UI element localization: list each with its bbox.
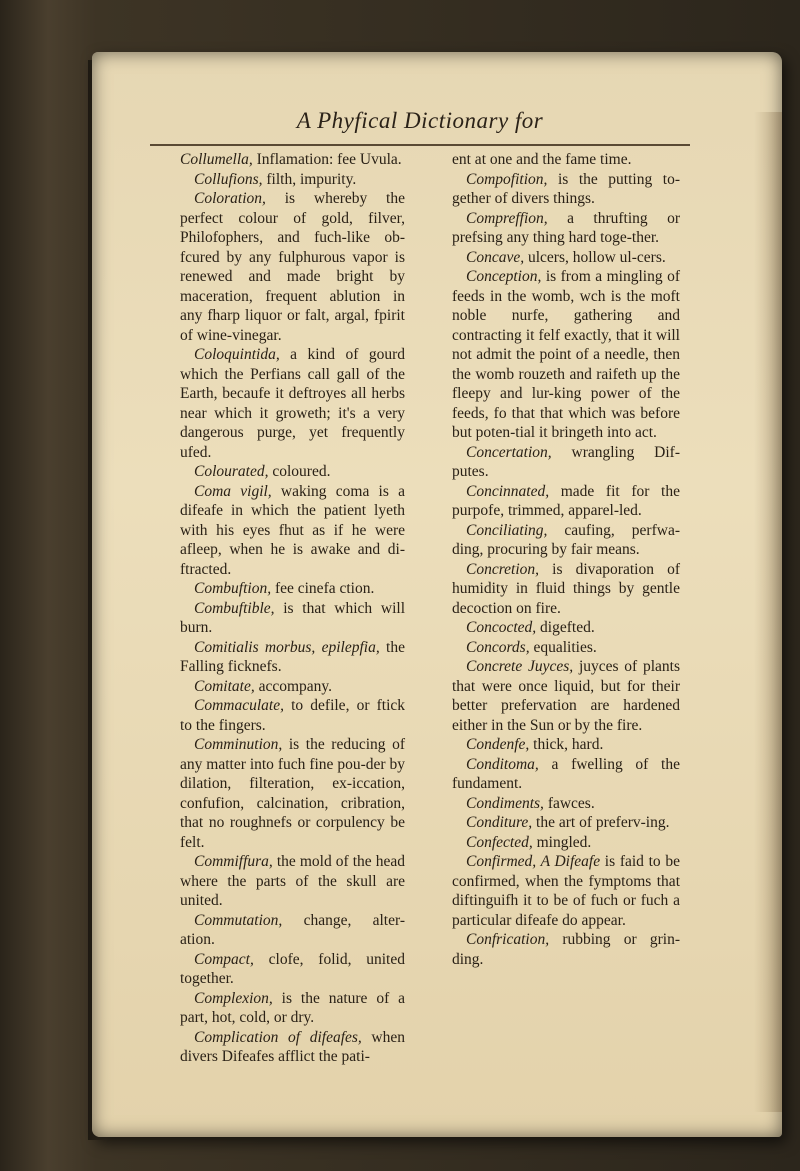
dictionary-entry: [180, 579, 405, 599]
entry-headword: Concertation,: [466, 443, 552, 461]
dictionary-entry: [180, 677, 405, 697]
dictionary-entry: [452, 794, 680, 814]
dictionary-entry: [452, 150, 680, 170]
entry-definition: is from a mingling of feeds in the womb, wch is the moft noble nurfe, gathering and contracting it felf exactly, that it will not admit the point of a needle, then the womb rouzeth and raifeth up the fleepy and lur-king power of the feeds, fo that that which was before but poten-tial it bringeth into act.: [452, 268, 680, 441]
entry-definition: filth, impurity.: [262, 170, 357, 188]
entry-definition: wrangling Dif-putes.: [452, 443, 680, 480]
dictionary-entry: [452, 267, 680, 443]
entry-definition: Inflamation: fee Uvula.: [252, 151, 402, 168]
dictionary-entry: [180, 638, 405, 677]
dictionary-entry: [452, 443, 680, 482]
entry-definition: is the putting to-gether of divers things.: [452, 170, 680, 207]
entry-headword: Condiments,: [466, 794, 544, 812]
entry-definition: a fwelling of the fundament.: [452, 755, 680, 792]
entry-definition: thick, hard.: [529, 736, 604, 753]
page-edge-shadow: [754, 112, 782, 1112]
entry-definition: clofe, folid, united together.: [180, 950, 405, 987]
entry-definition: coloured.: [268, 463, 331, 480]
entry-definition: made fit for the purpofe, trimmed, apparel-led.: [452, 482, 680, 519]
entry-definition: is faid to be confirmed, when the fymptoms that diftinguifh it to be of fuch or fuch a particular difeafe do appear.: [452, 853, 681, 929]
entry-headword: Conciliating,: [466, 521, 548, 539]
right-column: [452, 150, 680, 969]
entry-definition: fee cinefa ction.: [271, 580, 375, 597]
entry-definition: a thrufting or prefsing any thing hard toge-ther.: [452, 209, 680, 246]
entry-definition: is that which will burn.: [180, 599, 405, 636]
dictionary-entry: [452, 618, 680, 638]
entry-definition: ulcers, hollow ul-cers.: [524, 248, 666, 266]
entry-headword: Compofition,: [466, 170, 548, 188]
entry-headword: Comitialis morbus, epilepfia,: [194, 638, 380, 656]
entry-definition: the mold of the head where the parts of the skull are united.: [180, 853, 405, 909]
entry-headword: Compact,: [194, 950, 254, 968]
dictionary-entry: [180, 482, 405, 580]
entry-definition: mingled.: [532, 833, 592, 851]
entry-definition: caufing, perfwa-ding, procuring by fair means.: [452, 521, 680, 558]
entry-headword: Commutation,: [194, 911, 283, 929]
entry-headword: Confirmed, A Difeafe: [466, 853, 601, 870]
entry-definition: accompany.: [254, 677, 333, 695]
entry-headword: Conception,: [466, 268, 542, 285]
entry-headword: Coma vigil,: [194, 482, 272, 500]
dictionary-entry: [180, 852, 405, 911]
dictionary-entry: [452, 657, 680, 735]
dictionary-entry: [452, 638, 680, 658]
entry-headword: Combuftible,: [194, 599, 275, 617]
entry-headword: Concords,: [466, 638, 530, 656]
entry-definition: fawces.: [543, 794, 595, 812]
entry-definition: is the reducing of any matter into fuch fine pou-der by dilation, filteration, ex-iccation, confufion, calcination, cribration, that no roughnefs or corpulency be felt.: [180, 736, 405, 851]
header-rule: [150, 144, 690, 146]
dictionary-entry: [180, 696, 405, 735]
entry-definition: rubbing or grin-ding.: [452, 931, 680, 968]
left-column: [180, 150, 405, 1067]
entry-definition: ent at one and the fame time.: [452, 151, 632, 168]
entry-definition: the Falling ficknefs.: [180, 638, 405, 675]
entry-definition: a kind of gourd which the Perfians call gall of the Earth, becaufe it deftroyes all herbs near which it groweth; it's a very dangerous purge, yet frequently ufed.: [180, 346, 405, 461]
dictionary-entry: [180, 950, 405, 989]
dictionary-entry: [452, 248, 680, 268]
entry-headword: Comminution,: [194, 736, 283, 753]
dictionary-entry: [180, 189, 405, 345]
entry-headword: Comitate,: [194, 677, 255, 695]
entry-headword: Collufions,: [194, 170, 263, 188]
dictionary-entry: [452, 755, 680, 794]
dictionary-entry: [452, 813, 680, 833]
entry-headword: Colourated,: [194, 463, 269, 480]
entry-headword: Commiffura,: [194, 853, 273, 870]
entry-definition: equalities.: [529, 638, 597, 656]
entry-headword: Confrication,: [466, 931, 550, 948]
dictionary-entry: [180, 599, 405, 638]
entry-headword: Conditoma,: [466, 755, 539, 773]
entry-headword: Commaculate,: [194, 697, 284, 714]
entry-definition: digefted.: [536, 619, 595, 636]
dictionary-entry: [452, 209, 680, 248]
entry-headword: Complexion,: [194, 989, 273, 1007]
entry-headword: Concrete Juyces,: [466, 658, 574, 675]
running-head: A Phyfical Dictionary for: [296, 108, 544, 133]
entry-definition: to defile, or ftick to the fingers.: [180, 697, 405, 734]
dictionary-entry: [180, 462, 405, 482]
dictionary-entry: [452, 482, 680, 521]
dictionary-entry: [180, 911, 405, 950]
entry-definition: the art of preferv-ing.: [532, 814, 670, 831]
entry-definition: change, alter-ation.: [180, 911, 405, 948]
dictionary-entry: [452, 735, 680, 755]
entry-headword: Confected,: [466, 833, 533, 851]
dictionary-entry: [452, 852, 680, 930]
dictionary-entry: [452, 170, 680, 209]
entry-definition: when divers Difeafes afflict the pati-: [180, 1028, 406, 1065]
entry-headword: Concretion,: [466, 560, 540, 578]
entry-definition: is divaporation of humidity in fluid things by gentle decoction on fire.: [452, 560, 680, 617]
entry-definition: is the nature of a part, hot, cold, or dry.: [180, 989, 405, 1026]
dictionary-entry: [180, 989, 405, 1028]
entry-definition: is whereby the perfect colour of gold, filver, Philofophers, and fuch-like ob-fcured by any fulphurous vapor is renewed and made bright by maceration, frequent ablution in any fharp liquor or falt, argal, fpirit of wine-vinegar.: [180, 190, 405, 344]
entry-headword: Combuftion,: [194, 580, 272, 597]
dictionary-entry: [180, 345, 405, 462]
dictionary-entry: [180, 735, 405, 852]
dictionary-entry: [452, 930, 680, 969]
entry-headword: Concave,: [466, 248, 525, 266]
entry-definition: waking coma is a difeafe in which the patient lyeth with his eyes fhut as if he were afleep, when he is awake and di-ftracted.: [180, 482, 405, 578]
dictionary-entry: [180, 150, 405, 170]
entry-headword: Compreffion,: [466, 209, 548, 227]
entry-headword: Complication of difeafes,: [194, 1028, 362, 1046]
entry-headword: Collumella,: [180, 151, 253, 168]
entry-headword: Condenfe,: [466, 736, 530, 753]
entry-headword: Concocted,: [466, 619, 537, 636]
entry-definition: juyces of plants that were once liquid, but for their better prefervation are hardened either in the Sun or by the fire.: [452, 658, 680, 734]
entry-headword: Concinnated,: [466, 482, 550, 500]
dictionary-entry: [452, 521, 680, 560]
dictionary-entry: [452, 560, 680, 619]
dictionary-entry: [180, 1028, 405, 1067]
entry-headword: Coloration,: [194, 190, 266, 207]
dictionary-entry: [180, 170, 405, 190]
dictionary-entry: [452, 833, 680, 853]
entry-headword: Conditure,: [466, 814, 533, 831]
entry-headword: Coloquintida,: [194, 346, 280, 363]
